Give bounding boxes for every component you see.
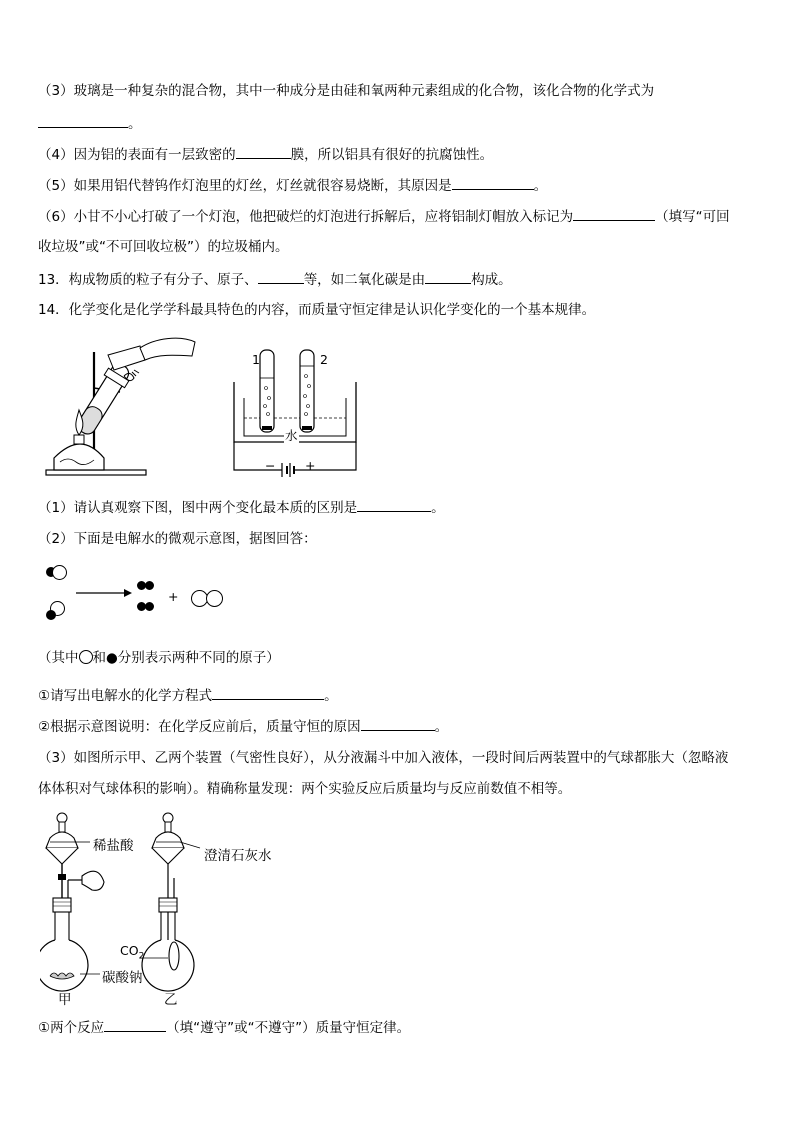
white-atom-icon — [79, 650, 93, 664]
q14-sub2: ②根据示意图说明：在化学反应前后，质量守恒的原因 。 — [38, 716, 448, 737]
label-hydrochloric-acid: 稀盐酸 — [93, 838, 134, 854]
q12-part5: （5）如果用铝代替钨作灯泡里的灯丝，灯丝就很容易烧断，其原因是 。 — [38, 175, 547, 196]
answer-blank[interactable] — [452, 175, 534, 190]
label-sodium-carbonate: 碳酸钠 — [102, 970, 143, 986]
q14-part2: （2）下面是电解水的微观示意图，据图回答： — [38, 531, 317, 547]
q14-part1: （1）请认真观察下图，图中两个变化最本质的区别是 。 — [38, 497, 445, 518]
answer-blank[interactable] — [212, 685, 324, 700]
electrolysis-figure — [230, 342, 370, 478]
answer-blank[interactable] — [236, 144, 291, 159]
reaction-arrow — [76, 588, 132, 598]
oxygen-atom — [206, 590, 223, 607]
q12-part3-line2: 。 — [38, 113, 142, 134]
answer-blank[interactable] — [425, 269, 471, 284]
q12-part4: （4）因为铝的表面有一层致密的 膜，所以铝具有很好的抗腐蚀性。 — [38, 144, 493, 165]
water-molecule-diagram — [40, 562, 240, 622]
atom-legend: （其中 和●分别表示两种不同的原子） — [38, 650, 280, 666]
plus-sign: + — [168, 589, 179, 604]
hydrogen-atom — [46, 610, 56, 620]
q14-sub1: ①请写出电解水的化学方程式 。 — [38, 685, 338, 706]
answer-blank[interactable] — [104, 1017, 166, 1032]
oxygen-atom — [52, 565, 67, 580]
answer-blank[interactable] — [357, 497, 431, 512]
heating-apparatus-figure — [40, 330, 200, 480]
plus-sign: + — [305, 458, 316, 473]
q12-part6-line1: （6）小甘不小心打破了一个灯泡，他把破烂的灯泡进行拆解后，应将铝制灯帽放入标记为 （填写“可回 — [38, 206, 730, 227]
hydrogen-atom — [145, 602, 154, 611]
answer-blank[interactable] — [38, 113, 128, 128]
q14-part3-line2: 体体积对气球体积的影响）。精确称量发现：两个实验反应后质量均与反应前数值不相等。 — [38, 781, 572, 797]
q12-part3-line1: （3）玻璃是一种复杂的混合物，其中一种成分是由硅和氧两种元素组成的化合物，该化合物的化学式为 — [38, 83, 655, 99]
water-label: 水 — [285, 428, 298, 443]
answer-blank[interactable] — [361, 716, 435, 731]
label-jia: 甲 — [58, 992, 72, 1008]
q12-part6-line2: 收垃圾”或“不可回收垃极”）的垃圾桶内。 — [38, 239, 289, 255]
tube-label-2: 2 — [320, 352, 328, 367]
hydrogen-atom — [145, 581, 154, 590]
q13: 13．构成物质的粒子有分子、原子、 等，如二氧化碳是由 构成。 — [38, 269, 512, 290]
q14-stem: 14．化学变化是化学学科最具特色的内容，而质量守恒定律是认识化学变化的一个基本规律。 — [38, 302, 596, 318]
answer-blank[interactable] — [573, 206, 655, 221]
minus-sign: − — [265, 458, 276, 473]
q14-sub3: ①两个反应 （填“遵守”或“不遵守”）质量守恒定律。 — [38, 1017, 410, 1038]
label-co2: $CO_2$ — [120, 943, 145, 962]
answer-blank[interactable] — [258, 269, 304, 284]
q14-part3-line1: （3）如图所示甲、乙两个装置（气密性良好），从分液漏斗中加入液体，一段时间后两装置中的气球都胀大（忽略液 — [38, 750, 729, 766]
label-limewater: 澄清石灰水 — [204, 848, 272, 864]
label-yi: 乙 — [164, 992, 178, 1008]
tube-label-1: 1 — [252, 352, 260, 367]
